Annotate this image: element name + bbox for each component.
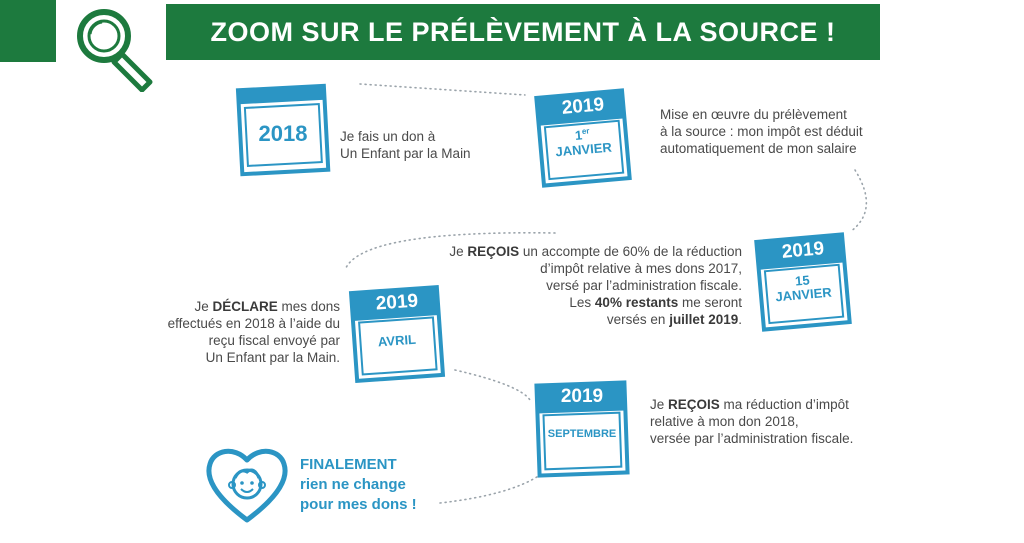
step-text-line (150, 298, 340, 315)
text-part: mes dons (277, 299, 340, 314)
text-part: versés en (606, 312, 670, 327)
text-part: ma réduction d’impôt (719, 397, 849, 412)
step-text-line: d’impôt relative à mes dons 2017, (540, 261, 742, 276)
calendar-month: JANVIER (554, 139, 613, 160)
calendar-month: JANVIER (774, 284, 833, 305)
text-part: Les (569, 295, 595, 310)
step-text-line: Un Enfant par la Main (340, 146, 471, 161)
text-part: me seront (678, 295, 742, 310)
step-text-line: versée par l’administration fiscale. (650, 431, 854, 446)
text-emphasis: juillet 2019 (669, 312, 739, 327)
calendar-month: AVRIL (377, 331, 417, 350)
text-part: Je (449, 244, 468, 259)
text-emphasis: 40% restants (594, 295, 679, 310)
text-part: . (738, 312, 742, 327)
final-message (300, 455, 417, 515)
final-line: pour mes dons ! (300, 496, 417, 513)
calendar-year: 2019 (560, 94, 605, 119)
step-text-line (440, 311, 742, 328)
step-text-line: reçu fiscal envoyé par (208, 333, 340, 348)
final-line: FINALEMENT (300, 456, 397, 473)
step-1-text (340, 128, 471, 162)
step-text-line: versé par l’administration fiscale. (546, 278, 742, 293)
step-4-text (150, 298, 340, 366)
step-text-line (650, 396, 853, 413)
step-text-line: relative à mon don 2018, (650, 414, 799, 429)
heart-child-icon (204, 442, 290, 524)
page-title: ZOOM SUR LE PRÉLÈVEMENT À LA SOURCE ! (210, 17, 836, 47)
calendar-septembre (530, 378, 634, 480)
step-text-line: à la source : mon impôt est déduit (660, 124, 863, 139)
step-text-line: effectués en 2018 à l’aide du (167, 316, 340, 331)
calendar-year: 2019 (560, 386, 604, 407)
step-text-line (440, 243, 742, 260)
calendar-2018 (232, 78, 334, 178)
step-3-text (440, 243, 742, 328)
step-text-line: Un Enfant par la Main. (205, 350, 340, 365)
calendar-15-janvier (752, 232, 854, 332)
calendar-day-suffix: er (581, 126, 590, 137)
calendar-avril (346, 284, 448, 384)
step-text-line: Je fais un don à (340, 129, 436, 144)
text-part: Je (194, 299, 213, 314)
calendar-year: 2019 (375, 290, 419, 315)
text-emphasis: REÇOIS (467, 244, 520, 259)
calendar-month: SEPTEMBRE (547, 428, 617, 440)
step-text-line: Mise en œuvre du prélèvement (660, 107, 847, 122)
step-text-line (440, 294, 742, 311)
text-emphasis: DÉCLARE (212, 299, 278, 314)
calendar-1er-janvier (532, 88, 634, 188)
step-5-text (650, 396, 853, 447)
calendar-year: 2019 (780, 238, 825, 263)
calendar-year: 2018 (258, 121, 308, 146)
final-line: rien ne change (300, 476, 406, 493)
text-part: un accompte de 60% de la réduction (519, 244, 742, 259)
step-2-text (660, 106, 863, 157)
text-emphasis: REÇOIS (668, 397, 720, 412)
calendar-day: 1 (574, 127, 583, 143)
calendar-day: 15 (794, 272, 811, 289)
step-text-line: automatiquement de mon salaire (660, 141, 857, 156)
text-part: Je (650, 397, 669, 412)
